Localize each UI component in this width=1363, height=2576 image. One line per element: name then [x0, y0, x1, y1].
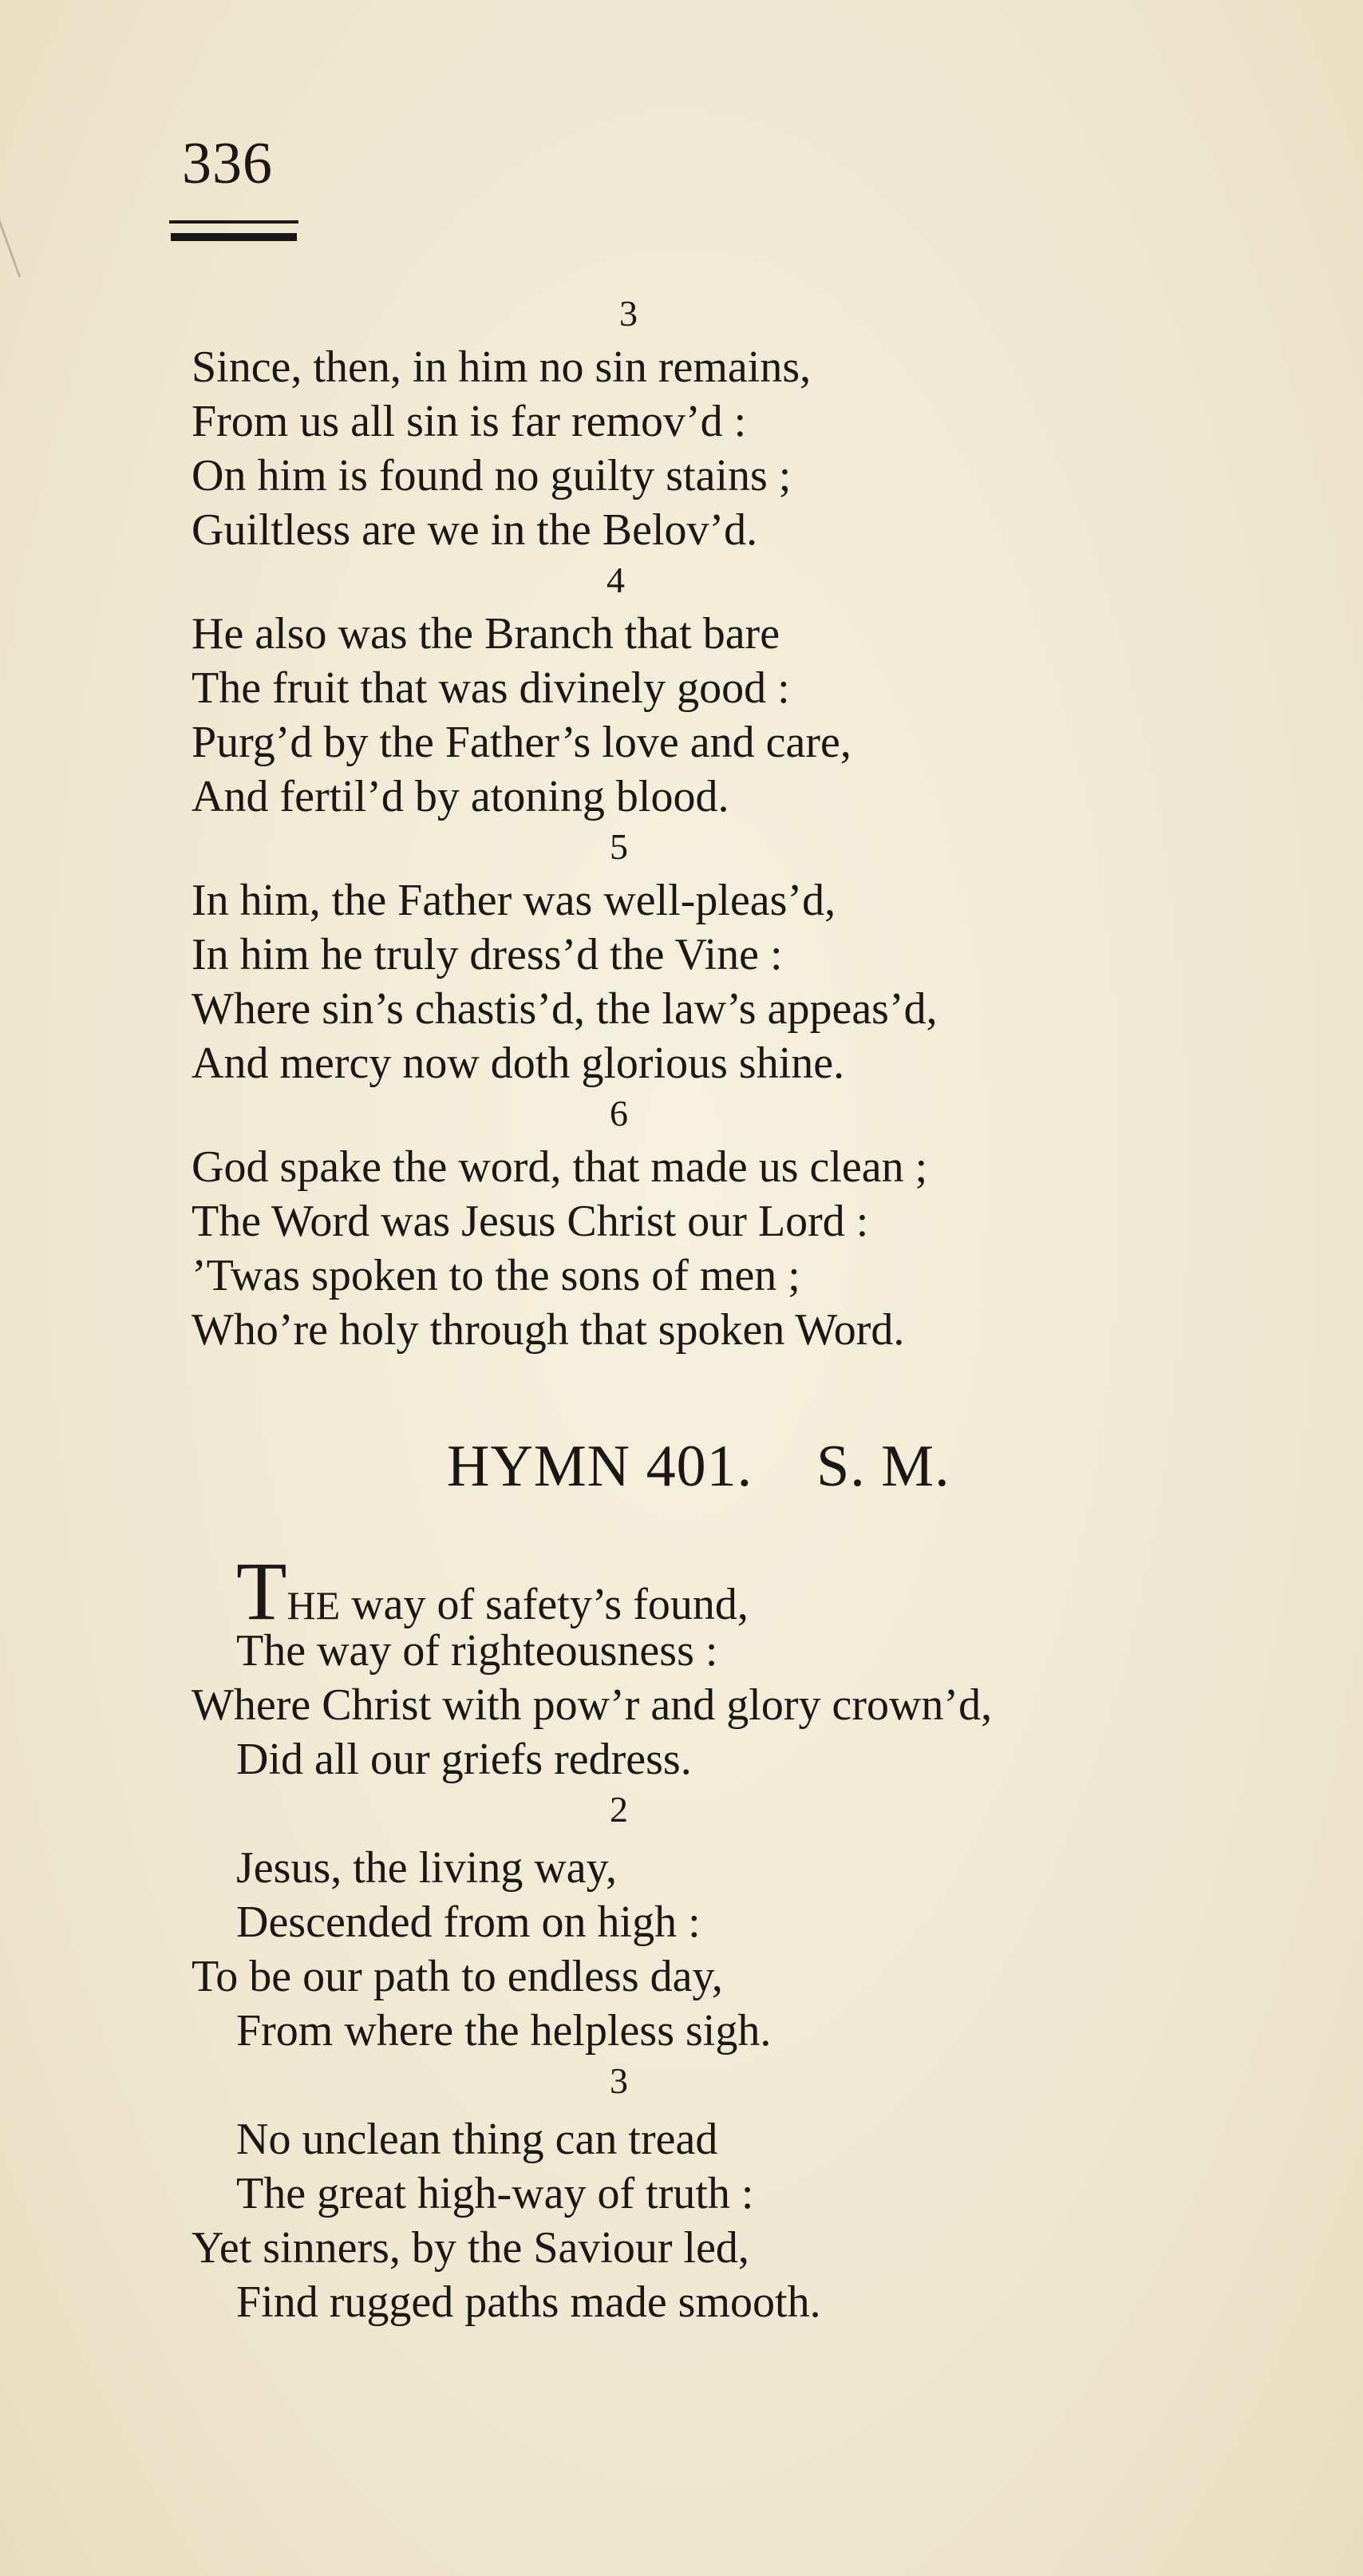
- verse-number: 4: [606, 560, 625, 600]
- verse-line: No unclean thing can tread: [236, 2115, 718, 2164]
- hymn-title: HYMN 401.: [447, 1434, 753, 1499]
- first-line-rest: way of safety’s found,: [340, 1580, 749, 1629]
- verse-line: Yet sinners, by the Saviour led,: [192, 2223, 749, 2273]
- verse-number: 3: [619, 293, 638, 334]
- verse-line: ’Twas spoken to the sons of men ;: [192, 1251, 800, 1300]
- verse-line: Since, then, in him no sin remains,: [192, 342, 812, 392]
- verse-line: To be our path to endless day,: [192, 1952, 723, 2001]
- verse-number: 2: [610, 1789, 628, 1830]
- verse-line: The fruit that was divinely good :: [192, 663, 790, 713]
- hymn-first-line: [236, 1545, 749, 1637]
- verse-line: Find rugged paths made smooth.: [236, 2277, 821, 2327]
- hymn-meter: S. M.: [816, 1434, 950, 1499]
- verse-line: The way of righteousness :: [236, 1626, 718, 1676]
- verse-line: From where the helpless sigh.: [236, 2006, 772, 2056]
- verse-line: In him, the Father was well-pleas’d,: [192, 876, 836, 925]
- header-rule-thick: [171, 233, 297, 241]
- verse-number: 5: [610, 826, 628, 867]
- verse-line: Where sin’s chastis’d, the law’s appeas’d,: [192, 984, 938, 1034]
- verse-line: Guiltless are we in the Belov’d.: [192, 505, 758, 555]
- page-edge-mark: [0, 209, 21, 278]
- verse-number: 3: [610, 2060, 628, 2101]
- verse-line: In him he truly dress’d the Vine :: [192, 930, 783, 979]
- verse-line: Where Christ with pow’r and glory crown’d,: [192, 1680, 993, 1730]
- verse-line: Descended from on high :: [236, 1897, 701, 1947]
- verse-line: God spake the word, that made us clean ;: [192, 1142, 928, 1192]
- header-rule-thin: [169, 220, 298, 224]
- verse-line: And mercy now doth glorious shine.: [192, 1039, 845, 1088]
- verse-number: 6: [610, 1093, 628, 1134]
- drop-cap: T: [236, 1545, 287, 1637]
- verse-line: From us all sin is far remov’d :: [192, 397, 747, 446]
- verse-line: He also was the Branch that bare: [192, 609, 780, 659]
- first-word-smallcaps: HE: [286, 1583, 341, 1628]
- verse-line: Jesus, the living way,: [236, 1843, 617, 1893]
- verse-line: Who’re holy through that spoken Word.: [192, 1305, 905, 1355]
- verse-line: The Word was Jesus Christ our Lord :: [192, 1197, 869, 1246]
- verse-line: Did all our griefs redress.: [236, 1735, 692, 1784]
- hymn-heading: [447, 1434, 950, 1499]
- page-number: 336: [182, 131, 273, 196]
- verse-line: And fertil’d by atoning blood.: [192, 772, 729, 821]
- verse-line: On him is found no guilty stains ;: [192, 451, 792, 501]
- verse-line: Purg’d by the Father’s love and care,: [192, 718, 851, 767]
- verse-line: The great high-way of truth :: [236, 2169, 754, 2218]
